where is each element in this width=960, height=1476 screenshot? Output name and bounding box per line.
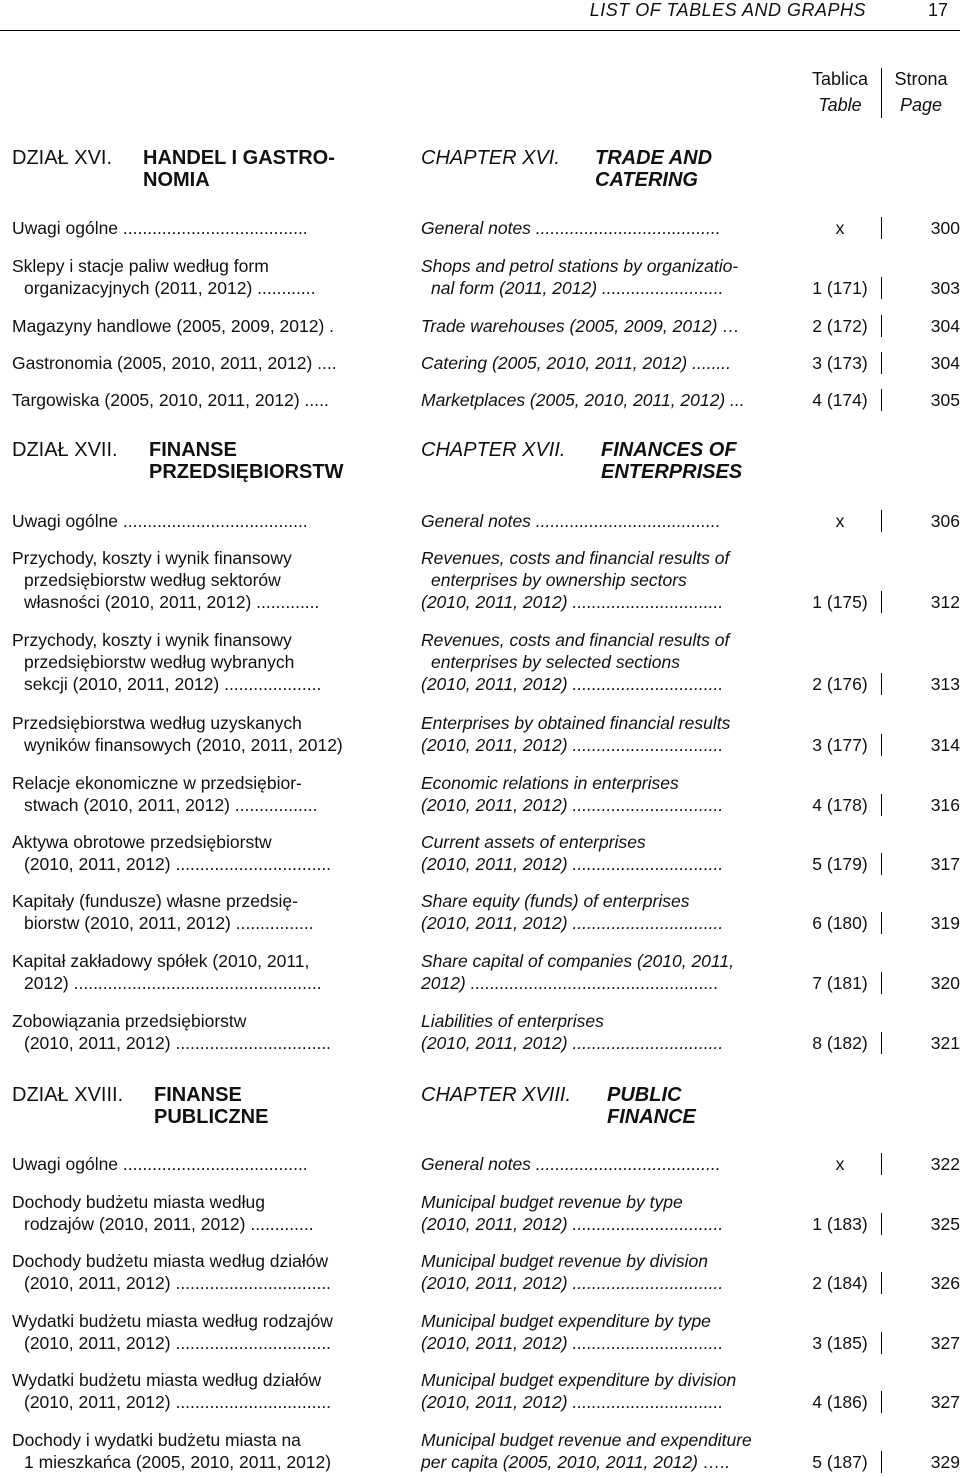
entry-title-pl-line: Aktywa obrotowe przedsiębiorstw	[12, 832, 272, 852]
entry-page-number-text: 327	[930, 1333, 960, 1353]
entry-title-pl-line: sekcji (2010, 2011, 2012) ....................	[24, 674, 322, 694]
entry-page-number-text: 320	[930, 973, 960, 993]
entry-title-en	[421, 510, 796, 532]
entry-title-pl	[12, 217, 404, 239]
entry-title-pl	[12, 629, 404, 695]
chapter-title-en-line: TRADE AND	[595, 147, 713, 169]
chapter-title-pl-line: FINANSE	[154, 1084, 242, 1106]
entry-page-number[interactable]	[882, 1153, 960, 1175]
entry-title-pl-line: Uwagi ogólne ......................................	[12, 511, 308, 531]
entry-title-en-line: Municipal budget expenditure by type	[421, 1311, 711, 1331]
entry-page-number[interactable]	[882, 591, 960, 613]
chapter-title-en-line: ENTERPRISES	[601, 461, 743, 483]
chapter-title-en-line: PUBLIC	[607, 1084, 682, 1106]
chapter-heading-pl	[12, 146, 335, 191]
entry-title-pl-line: Przedsiębiorstwa według uzyskanych	[12, 713, 302, 733]
entry-title-en-line: (2010, 2011, 2012) ...............................	[421, 1392, 724, 1412]
entry-title-pl-line: (2010, 2011, 2012) ................................	[24, 854, 332, 874]
entry-page-number[interactable]	[882, 1272, 960, 1294]
entry-title-en	[421, 629, 796, 695]
entry-page-number[interactable]	[882, 1451, 960, 1473]
entry-page-number[interactable]	[882, 1332, 960, 1354]
entry-title-en-line: General notes ......................................	[421, 1154, 721, 1174]
entry-title-en	[421, 1369, 796, 1413]
entry-page-number-text: 313	[930, 674, 960, 694]
entry-title-pl	[12, 1310, 404, 1354]
entry-page-number[interactable]	[882, 1391, 960, 1413]
entry-title-pl-line: Relacje ekonomiczne w przedsiębior-	[12, 773, 302, 793]
chapter-title-pl-line: PRZEDSIĘBIORSTW	[149, 461, 344, 483]
column-head-table-en: Table	[818, 95, 862, 115]
chapter-title-pl-line: NOMIA	[143, 169, 210, 191]
entry-table-number[interactable]: 5 (179)	[812, 854, 868, 874]
entry-title-en-line: General notes ......................................	[421, 511, 721, 531]
column-head-table-pl: Tablica	[811, 69, 869, 89]
entry-title-en	[421, 1310, 796, 1354]
entry-title-pl-line: Kapitał zakładowy spółek (2010, 2011,	[12, 951, 310, 971]
entry-title-en-line: Revenues, costs and financial results of	[421, 630, 730, 650]
entry-title-pl-line: Przychody, koszty i wynik finansowy	[12, 548, 292, 568]
entry-page-number[interactable]	[882, 972, 960, 994]
entry-title-pl-line: wyników finansowych (2010, 2011, 2012)	[24, 735, 343, 755]
chapter-title-pl-line: FINANSE	[149, 439, 237, 461]
entry-title-en-line: (2010, 2011, 2012) ...............................	[421, 1333, 724, 1353]
entry-title-en	[421, 255, 796, 299]
entry-title-en-line: Marketplaces (2005, 2010, 2011, 2012) ...	[421, 390, 745, 410]
column-head-page-pl: Strona	[894, 69, 948, 89]
entry-title-pl-line: organizacyjnych (2011, 2012) ............	[24, 278, 316, 298]
entry-title-en-line: (2010, 2011, 2012) ...............................	[421, 592, 724, 612]
entry-title-en-line: (2010, 2011, 2012) ...............................	[421, 913, 724, 933]
entry-title-pl-line: Magazyny handlowe (2005, 2009, 2012) .	[12, 316, 335, 336]
entry-title-pl-line: Sklepy i stacje paliw według form	[12, 256, 269, 276]
entry-page-number-text: 303	[930, 278, 960, 298]
entry-title-pl-line: stwach (2010, 2011, 2012) .................	[24, 795, 318, 815]
chapter-heading-pl	[12, 438, 344, 483]
entry-title-en-line: per capita (2005, 2010, 2011, 2012) …..	[421, 1452, 731, 1472]
chapter-title-en	[607, 1083, 696, 1127]
entry-title-pl-line: (2010, 2011, 2012) ................................	[24, 1033, 332, 1053]
entry-title-pl	[12, 950, 404, 994]
entry-page-number[interactable]	[882, 217, 960, 239]
entry-title-en	[421, 315, 796, 337]
chapter-title-en	[601, 438, 742, 482]
chapter-title-en-line: CATERING	[595, 169, 698, 191]
running-title: LIST OF TABLES AND GRAPHS	[589, 0, 866, 20]
chapter-title-en-line: FINANCE	[607, 1106, 696, 1128]
entry-title-pl	[12, 1369, 404, 1413]
entry-title-pl	[12, 389, 404, 411]
entry-title-en-line: (2010, 2011, 2012) ...............................	[421, 1214, 724, 1234]
chapter-heading-en	[421, 146, 713, 191]
entry-title-pl-line: Zobowiązania przedsiębiorstw	[12, 1011, 247, 1031]
entry-page-number[interactable]	[882, 853, 960, 875]
entry-title-en-line: Municipal budget revenue by division	[421, 1251, 708, 1271]
entry-page-number[interactable]	[882, 277, 960, 299]
entry-title-en-line: Shops and petrol stations by organizatio-	[421, 256, 739, 276]
entry-title-pl-line: biorstw (2010, 2011, 2012) ................	[24, 913, 314, 933]
entry-title-en-line: (2010, 2011, 2012) ...............................	[421, 1273, 724, 1293]
entry-title-en-line: (2010, 2011, 2012) ...............................	[421, 735, 724, 755]
chapter-number-pl: DZIAŁ XVI.	[12, 147, 113, 169]
entry-title-en-line: nal form (2011, 2012) .........................	[431, 278, 724, 298]
chapter-heading-en	[421, 1083, 696, 1128]
entry-title-pl-line: Dochody i wydatki budżetu miasta na	[12, 1430, 301, 1450]
entry-title-pl	[12, 1250, 404, 1294]
entry-title-pl	[12, 1429, 404, 1473]
entry-table-number[interactable]: 7 (181)	[812, 973, 868, 993]
entry-title-en-line: Municipal budget revenue and expenditure	[421, 1430, 752, 1450]
entry-title-pl-line: 1 mieszkańca (2005, 2010, 2011, 2012)	[24, 1452, 332, 1472]
entry-page-number[interactable]	[882, 389, 960, 411]
entry-title-en	[421, 1153, 796, 1175]
entry-title-pl	[12, 831, 404, 875]
entry-title-en-line: (2010, 2011, 2012) ...............................	[421, 795, 724, 815]
entry-page-number[interactable]	[882, 734, 960, 756]
entry-title-en-line: Liabilities of enterprises	[421, 1011, 604, 1031]
chapter-title-pl	[154, 1083, 268, 1127]
entry-page-number-text: 319	[930, 913, 960, 933]
entry-title-en-line: (2010, 2011, 2012) ...............................	[421, 1033, 724, 1053]
entry-page-number-text: 326	[930, 1273, 960, 1293]
entry-title-pl-line: Uwagi ogólne ......................................	[12, 218, 308, 238]
entry-title-en-line: enterprises by selected sections	[431, 652, 681, 672]
column-head-page	[882, 66, 960, 118]
entry-table-number[interactable]: 5 (187)	[812, 1452, 868, 1472]
entry-title-pl	[12, 890, 404, 934]
chapter-title-pl-line: HANDEL I GASTRO-	[143, 147, 335, 169]
entry-title-en-line: (2010, 2011, 2012) ...............................	[421, 674, 724, 694]
running-head	[0, 0, 960, 31]
entry-title-en	[421, 217, 796, 239]
entry-page-number-text: 304	[930, 316, 960, 336]
entry-page-number[interactable]	[882, 315, 960, 337]
entry-table-number[interactable]: x	[835, 511, 845, 531]
entry-table-number[interactable]: 4 (178)	[812, 795, 868, 815]
entry-title-pl	[12, 1191, 404, 1235]
entry-title-pl-line: Wydatki budżetu miasta według działów	[12, 1370, 322, 1390]
entry-page-number[interactable]	[882, 1032, 960, 1054]
chapter-number-pl: DZIAŁ XVII.	[12, 439, 118, 461]
entry-table-number[interactable]: 8 (182)	[812, 1033, 868, 1053]
entry-title-pl-line: Wydatki budżetu miasta według rodzajów	[12, 1311, 333, 1331]
column-head-table	[800, 66, 880, 118]
entry-page-number[interactable]	[882, 912, 960, 934]
entry-title-pl-line: Kapitały (fundusze) własne przedsię-	[12, 891, 298, 911]
entry-title-pl-line: 2012) ...................................................	[24, 973, 322, 993]
chapter-title-en	[595, 146, 712, 190]
entry-title-en-line: Municipal budget expenditure by division	[421, 1370, 737, 1390]
entry-title-en	[421, 1010, 796, 1054]
entry-table-number[interactable]: 3 (177)	[812, 735, 868, 755]
entry-page-number-text: 314	[930, 735, 960, 755]
entry-title-en	[421, 890, 796, 934]
chapter-number-en: CHAPTER XVIII.	[421, 1084, 572, 1106]
entry-table-number[interactable]: x	[835, 1154, 845, 1174]
entry-table-number[interactable]: 4 (174)	[812, 390, 868, 410]
entry-page-number[interactable]	[882, 352, 960, 374]
entry-title-en	[421, 831, 796, 875]
entry-table-number[interactable]: 2 (176)	[812, 674, 868, 694]
entry-page-number-text: 322	[930, 1154, 960, 1174]
entry-page-number-text: 317	[930, 854, 960, 874]
entry-title-pl-line: Gastronomia (2005, 2010, 2011, 2012) ....	[12, 353, 337, 373]
entry-page-number-text: 321	[930, 1033, 960, 1053]
entry-title-pl-line: Dochody budżetu miasta według	[12, 1192, 265, 1212]
entry-table-number[interactable]: 3 (185)	[812, 1333, 868, 1353]
entry-title-en	[421, 772, 796, 816]
entry-title-en-line: Share equity (funds) of enterprises	[421, 891, 690, 911]
entry-title-pl	[12, 255, 404, 299]
entry-table-number[interactable]: 1 (175)	[812, 592, 868, 612]
entry-page-number[interactable]	[882, 1213, 960, 1235]
entry-title-pl-line: Targowiska (2005, 2010, 2011, 2012) .....	[12, 390, 329, 410]
entry-title-en	[421, 1250, 796, 1294]
entry-title-pl-line: (2010, 2011, 2012) ................................	[24, 1392, 332, 1412]
entry-page-number[interactable]	[882, 510, 960, 532]
entry-title-pl	[12, 772, 404, 816]
entry-title-pl-line: rodzajów (2010, 2011, 2012) .............	[24, 1214, 314, 1234]
entry-title-en-line: Trade warehouses (2005, 2009, 2012) …	[421, 316, 740, 336]
entry-page-number-text: 305	[930, 390, 960, 410]
entry-title-en	[421, 950, 796, 994]
entry-title-pl	[12, 1010, 404, 1054]
entry-title-pl	[12, 510, 404, 532]
entry-table-number[interactable]: 1 (183)	[812, 1214, 868, 1234]
entry-page-number-text: 312	[930, 592, 960, 612]
entry-page-number[interactable]	[882, 794, 960, 816]
entry-title-en-line: Municipal budget revenue by type	[421, 1192, 683, 1212]
entry-page-number-text: 325	[930, 1214, 960, 1234]
entry-title-en	[421, 547, 796, 613]
entry-title-pl	[12, 352, 404, 374]
entry-title-en	[421, 712, 796, 756]
entry-title-pl-line: Dochody budżetu miasta według działów	[12, 1251, 329, 1271]
chapter-number-pl: DZIAŁ XVIII.	[12, 1084, 124, 1106]
entry-title-pl-line: własności (2010, 2011, 2012) .............	[24, 592, 320, 612]
chapter-title-pl	[149, 438, 343, 482]
entry-page-number-text: 327	[930, 1392, 960, 1412]
entry-title-pl-line: Uwagi ogólne ......................................	[12, 1154, 308, 1174]
chapter-number-en: CHAPTER XVII.	[421, 439, 566, 461]
entry-title-en	[421, 389, 796, 411]
entry-table-number[interactable]: 1 (171)	[812, 278, 868, 298]
entry-title-pl-line: przedsiębiorstw według sektorów	[24, 570, 281, 590]
entry-table-number[interactable]: 2 (184)	[812, 1273, 868, 1293]
entry-title-en	[421, 1191, 796, 1235]
entry-table-number[interactable]: x	[835, 218, 845, 238]
chapter-number-en: CHAPTER XVI.	[421, 147, 560, 169]
entry-title-pl-line: Przychody, koszty i wynik finansowy	[12, 630, 292, 650]
entry-page-number-text: 329	[930, 1452, 960, 1472]
entry-title-pl-line: (2010, 2011, 2012) ................................	[24, 1333, 332, 1353]
entry-page-number[interactable]	[882, 673, 960, 695]
entry-page-number-text: 306	[930, 511, 960, 531]
entry-title-en-line: 2012) ...................................................	[421, 973, 719, 993]
entry-table-number[interactable]: 6 (180)	[812, 913, 868, 933]
entry-title-pl	[12, 547, 404, 613]
chapter-heading-en	[421, 438, 743, 483]
entry-page-number-text: 304	[930, 353, 960, 373]
entry-table-number[interactable]: 4 (186)	[812, 1392, 868, 1412]
entry-title-en-line: (2010, 2011, 2012) ...............................	[421, 854, 724, 874]
entry-title-en-line: General notes ......................................	[421, 218, 721, 238]
chapter-title-pl	[143, 146, 335, 190]
entry-page-number-text: 300	[930, 218, 960, 238]
chapter-title-en-line: FINANCES OF	[601, 439, 737, 461]
chapter-heading-pl	[12, 1083, 269, 1128]
entry-title-en	[421, 352, 796, 374]
chapter-title-pl-line: PUBLICZNE	[154, 1106, 269, 1128]
entry-title-en-line: Economic relations in enterprises	[421, 773, 679, 793]
entry-page-number-text: 316	[930, 795, 960, 815]
entry-title-en	[421, 1429, 796, 1473]
entry-title-pl	[12, 712, 404, 756]
entry-table-number[interactable]: 3 (173)	[812, 353, 868, 373]
entry-title-en-line: enterprises by ownership sectors	[431, 570, 687, 590]
entry-title-en-line: Share capital of companies (2010, 2011,	[421, 951, 734, 971]
entry-title-pl	[12, 315, 404, 337]
entry-table-number[interactable]: 2 (172)	[812, 316, 868, 336]
entry-title-en-line: Revenues, costs and financial results of	[421, 548, 730, 568]
entry-title-pl-line: (2010, 2011, 2012) ................................	[24, 1273, 332, 1293]
entry-title-pl-line: przedsiębiorstw według wybranych	[24, 652, 295, 672]
entry-title-en-line: Current assets of enterprises	[421, 832, 646, 852]
entry-title-pl	[12, 1153, 404, 1175]
column-head-page-en: Page	[899, 95, 943, 115]
page-number: 17	[927, 0, 948, 20]
entry-title-en-line: Catering (2005, 2010, 2011, 2012) ........	[421, 353, 732, 373]
entry-title-en-line: Enterprises by obtained financial results	[421, 713, 731, 733]
